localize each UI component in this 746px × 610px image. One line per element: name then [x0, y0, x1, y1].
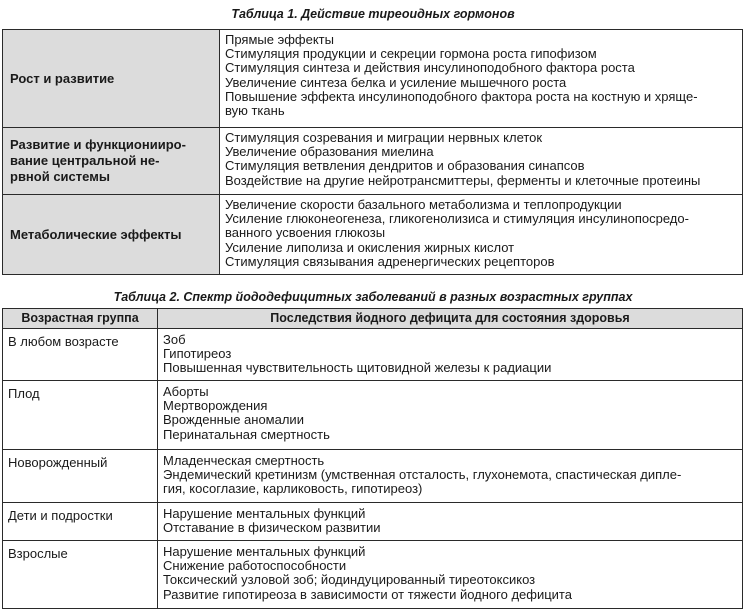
consequence-line: Зоб: [163, 332, 186, 347]
consequence-line: Повышенная чувствительность щитовидной железы к радиации: [163, 360, 552, 376]
table1-caption: Таблица 1. Действие тиреоидных гормонов: [231, 7, 515, 21]
table1-row-effects: [220, 30, 743, 128]
effect-line: Усиление глюконеогенеза, гликогенолизиса и стимуляция инсулинопосредо-: [225, 211, 689, 227]
table1-row: [3, 195, 743, 275]
age-group-cell: Плод: [3, 381, 158, 450]
consequences-cell: [158, 329, 743, 381]
consequence-line: Перинатальная смертность: [163, 426, 330, 442]
consequence-line: Младенческая смертность: [163, 453, 325, 468]
row-label-text: вание центральной не-: [10, 153, 160, 168]
effect-line: вую ткань: [225, 103, 285, 119]
row-label-text: рвной системы: [10, 169, 110, 184]
effect-line: Стимуляция ветвления дендритов и образования синапсов: [225, 158, 585, 174]
effect-line: Усиление липолиза и окисления жирных кислот: [225, 239, 515, 255]
effect-line: Прямые эффекты: [225, 32, 334, 47]
row-label-text: Развитие и функционииро-: [10, 137, 186, 152]
effect-line: Воздействие на другие нейротрансмиттеры, ферменты и клеточные протеины: [225, 172, 701, 188]
table2-row: [3, 381, 743, 450]
table2-caption: Таблица 2. Спектр йододефицитных заболеваний в разных возрастных группах: [113, 290, 633, 304]
effect-line: Стимуляция связывания адренергических рецепторов: [225, 253, 555, 269]
age-group-cell: Новорожденный: [3, 450, 158, 503]
consequence-line: Аборты: [163, 384, 209, 399]
consequence-line: Мертворождения: [163, 398, 268, 414]
consequence-line: Эндемический кретинизм (умственная отсталость, глухонемота, спастическая дипле-: [163, 467, 682, 483]
column-header-age-group: Возрастная группа: [3, 309, 158, 329]
table2-row: [3, 329, 743, 381]
table1-row-label: [3, 195, 220, 275]
consequence-line: Токсический узловой зоб; йодиндуцированный тиреотоксикоз: [163, 572, 536, 588]
effect-line: Стимуляция созревания и миграции нервных клеток: [225, 130, 543, 145]
consequence-line: Снижение работоспособности: [163, 558, 347, 574]
effect-line: Повышение эффекта инсулиноподобного фактора роста на костную и хряще-: [225, 88, 698, 104]
iodine-deficiency-table: [2, 308, 743, 609]
row-label-text: Рост и развитие: [10, 70, 115, 86]
consequence-line: Нарушение ментальных функций: [163, 544, 366, 559]
age-group-cell: Дети и подростки: [3, 503, 158, 541]
table1-row-effects: [220, 128, 743, 195]
consequence-line: Гипотиреоз: [163, 346, 232, 362]
table2-row: [3, 450, 743, 503]
effect-line: Увеличение скорости базального метаболизма и теплопродукции: [225, 197, 622, 212]
table1-row: [3, 128, 743, 195]
column-header-consequences: Последствия йодного дефицита для состояния здоровья: [158, 309, 743, 329]
age-group-cell: В любом возрасте: [3, 329, 158, 381]
effect-line: Стимуляция синтеза и действия инсулиноподобного фактора роста: [225, 60, 635, 76]
table1-row-label: [3, 30, 220, 128]
thyroid-hormone-effects-table: [2, 29, 743, 275]
consequences-cell: [158, 541, 743, 609]
table2-header-row: [3, 309, 743, 329]
consequences-cell: [158, 381, 743, 450]
effect-line: ванного усвоения глюкозы: [225, 225, 386, 241]
table1-row: [3, 30, 743, 128]
table2-row: [3, 541, 743, 609]
consequence-line: Отставание в физическом развитии: [163, 520, 381, 536]
consequence-line: Развитие гипотиреоза в зависимости от тяжести йодного дефицита: [163, 586, 572, 602]
effect-line: Увеличение образования миелина: [225, 144, 434, 160]
consequence-line: гия, косоглазие, карликовость, гипотиреоз): [163, 481, 423, 497]
consequences-cell: [158, 450, 743, 503]
consequence-line: Врожденные аномалии: [163, 412, 304, 428]
consequences-cell: [158, 503, 743, 541]
row-label-text: Метаболические эффекты: [10, 226, 182, 242]
age-group-cell: Взрослые: [3, 541, 158, 609]
effect-line: Увеличение синтеза белка и усиление мышечного роста: [225, 74, 567, 90]
table2-row: [3, 503, 743, 541]
effect-line: Стимуляция продукции и секреции гормона роста гипофизом: [225, 46, 597, 62]
table1-row-effects: [220, 195, 743, 275]
consequence-line: Нарушение ментальных функций: [163, 506, 366, 521]
table1-row-label: [3, 128, 220, 195]
